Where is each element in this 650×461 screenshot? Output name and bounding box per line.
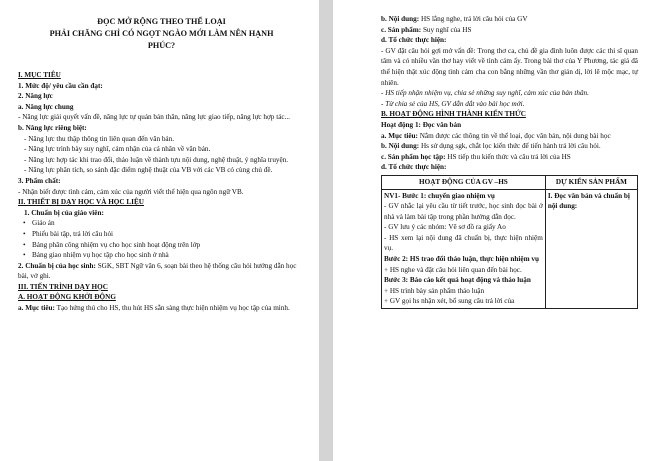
table-header-row [382,175,638,189]
text-chuan-bi-hs: SGK, SBT Ngữ văn 6, soạn bài theo hệ thống câu hỏi hướng dẫn học bài, vở ghi. [18,261,297,281]
table-header-gv-hs: HOẠT ĐỘNG CỦA GV –HS [382,175,546,189]
subheading-muc-do: 1. Mức độ/ yêu cầu cần đạt: [18,81,103,90]
step-3-text-2: + GV gọi hs nhận xét, bổ sung câu trả lời của [384,297,515,306]
step-2-label: Bước 2: HS trao đổi thảo luận, thực hiện nhiệm vụ [384,255,539,264]
paragraph-san-pham [381,25,638,36]
paragraph-nang-luc-chung: - Năng lực giải quyết vấn đề, năng lực tự quản bản thân, năng lực giao tiếp, năng lực hợp tác... [18,113,290,122]
activity-table [381,175,638,309]
table-header-san-pham: DỰ KIẾN SẢN PHẨM [545,175,637,189]
list-item: - Năng lực hợp tác khi trao đổi, thảo luận về thành tựu nội dung, nghệ thuật, ý nghĩa truyện. [24,155,289,164]
list-item: • Bảng phân công nhiệm vụ cho học sinh hoạt động trên lớp [18,240,305,251]
paragraph-noi-dung-2 [381,141,638,152]
list-item: - Năng lực trình bày suy nghĩ, cảm nhận của cá nhân về văn bản. [24,145,211,154]
page-title-line-2: PHẢI CHĂNG CHỈ CÓ NGỌT NGÀO MỚI LÀM NÊN HẠNH [49,29,274,38]
step-1-text-2: - GV lưu ý các nhóm: Vẽ sơ đồ ra giấy Ao [384,223,506,232]
paragraph-san-pham-2 [381,152,638,163]
section-heading-tien-trinh: III. TIẾN TRÌNH DẠY HỌC [18,282,108,291]
paragraph-italic-hs: - HS tiếp nhận nhiệm vụ, chia sẻ những suy nghĩ, cảm xúc của bản thân. [381,89,589,98]
subheading-to-chuc: d. Tổ chức thực hiện: [381,36,447,45]
page-title-line-3: PHÚC? [147,41,176,50]
label-chuan-bi-hs: 2. Chuẩn bị của học sinh: [18,261,96,270]
text-noi-dung: HS lắng nghe, trả lời câu hỏi của GV [419,15,528,23]
paragraph-noi-dung [381,14,638,25]
list-item: • Bảng giao nhiệm vụ học tập cho học sinh ở nhà [18,250,305,261]
list-item: - Năng lực thu thập thông tin liên quan đến văn bản. [24,134,175,143]
section-heading-muc-tieu: I. MỤC TIÊU [18,71,61,79]
step-1-label: NV1- Bước 1: chuyển giao nhiệm vụ [384,191,495,200]
subheading-khoi-dong: A. HOẠT ĐỘNG KHỞI ĐỘNG [18,293,116,302]
subheading-hoat-dong-1: Hoạt động 1: Đọc văn bản [381,120,462,129]
label-san-pham: c. Sản phẩm: [381,25,422,34]
subheading-nang-luc-chung: a. Năng lực chung [18,102,74,111]
section-heading-thiet-bi: II. THIẾT BỊ DẠY HỌC VÀ HỌC LIỆU [18,198,144,207]
text-noi-dung-2: Hs sử dụng sgk, chắt lọc kiến thức để tiến hành trả lời câu hỏi. [419,142,601,151]
subheading-nang-luc: 2. Năng lực [18,92,53,101]
label-noi-dung-2: b. Nội dung: [381,142,420,151]
step-2-text: + HS nghe và đặt câu hỏi liên quan đến bài học. [384,265,522,274]
table-cell-activities [382,189,546,309]
subheading-chuan-bi-gv: 1. Chuẩn bị của giáo viên: [24,208,104,217]
table-row [382,189,638,309]
label-noi-dung: b. Nội dung: [381,15,420,23]
list-item: • Phiếu bài tập, trả lời câu hỏi [18,229,305,240]
text-muc-tieu-2: Nắm được các thông tin về thể loại, đọc văn bản, nội dung bài học [417,131,611,140]
paragraph-muc-tieu-2 [381,131,638,142]
step-1-text-3: - HS xem lại nội dung đã chuẩn bị, thực hiện nhiệm vụ. [384,233,543,253]
page-title-line-1: ĐỌC MỞ RỘNG THEO THỂ LOẠI [97,17,226,26]
step-3-label: Bước 3: Báo cáo kết quả hoạt động và thảo luận [384,276,531,285]
section-heading-hinh-thanh-kien-thuc: B. HOẠT ĐỘNG HÌNH THÀNH KIẾN THỨC [381,110,526,119]
paragraph-chuan-bi-hs [18,261,305,282]
subheading-nang-luc-rieng: b. Năng lực riêng biệt: [18,123,87,132]
paragraph-muc-tieu [18,303,305,314]
list-item: • Giáo án [18,218,305,229]
text-muc-tieu: Tạo hứng thú cho HS, thu hút HS sẵn sàng thực hiện nhiệm vụ học tập của mình. [54,304,290,313]
product-title: I. Đọc văn bản và chuẩn bị nội dung: [547,191,630,211]
subheading-pham-chat: 3. Phẩm chất: [18,176,61,185]
table-cell-san-pham [545,189,637,309]
subheading-to-chuc-2: d. Tổ chức thực hiện: [381,163,447,172]
label-san-pham-2: c. Sản phẩm học tập: [381,152,446,161]
document-page-1 [0,0,319,461]
text-san-pham: Suy nghĩ của HS [421,25,472,34]
paragraph-pham-chat: - Nhận biết được tình cảm, cảm xúc của người viết thể hiện qua ngôn ngữ VB. [18,187,244,196]
label-muc-tieu-2: a. Mục tiêu: [381,131,418,140]
paragraph-italic-gv: - Từ chia sẻ của HS, GV dẫn dắt vào bài học mới. [381,99,525,108]
document-page-2 [333,0,650,461]
step-3-text: + HS trình bày sản phẩm thảo luận [384,286,485,295]
label-muc-tieu: a. Mục tiêu: [18,304,55,313]
step-1-text: - GV nhắc lại yêu cầu từ tiết trước, học sinh đọc bài ở nhà và làm bài tập trong phần hướng dẫn đọc. [384,202,543,221]
paragraph-gv-dat-cau-hoi: - GV đặt câu hỏi gợi mở vấn đề: Trong thơ ca, chủ đề gia đình luôn được các thi sĩ quan tâm và có nhiều vần thơ hay viết về tình cảm ấy. Trong bài thơ của Y Phương, tác giả đã thể hiện thật xúc động tình cảm cha con bằng những vần thơ giản dị, lời lẽ mộc mạc, tự nhiên. [381,46,638,87]
list-item: - Năng lực phân tích, so sánh đặc điểm nghệ thuật của VB với các VB có cùng chủ đề. [24,166,273,175]
text-san-pham-2: HS tiếp thu kiến thức và câu trả lời của HS [445,152,571,161]
